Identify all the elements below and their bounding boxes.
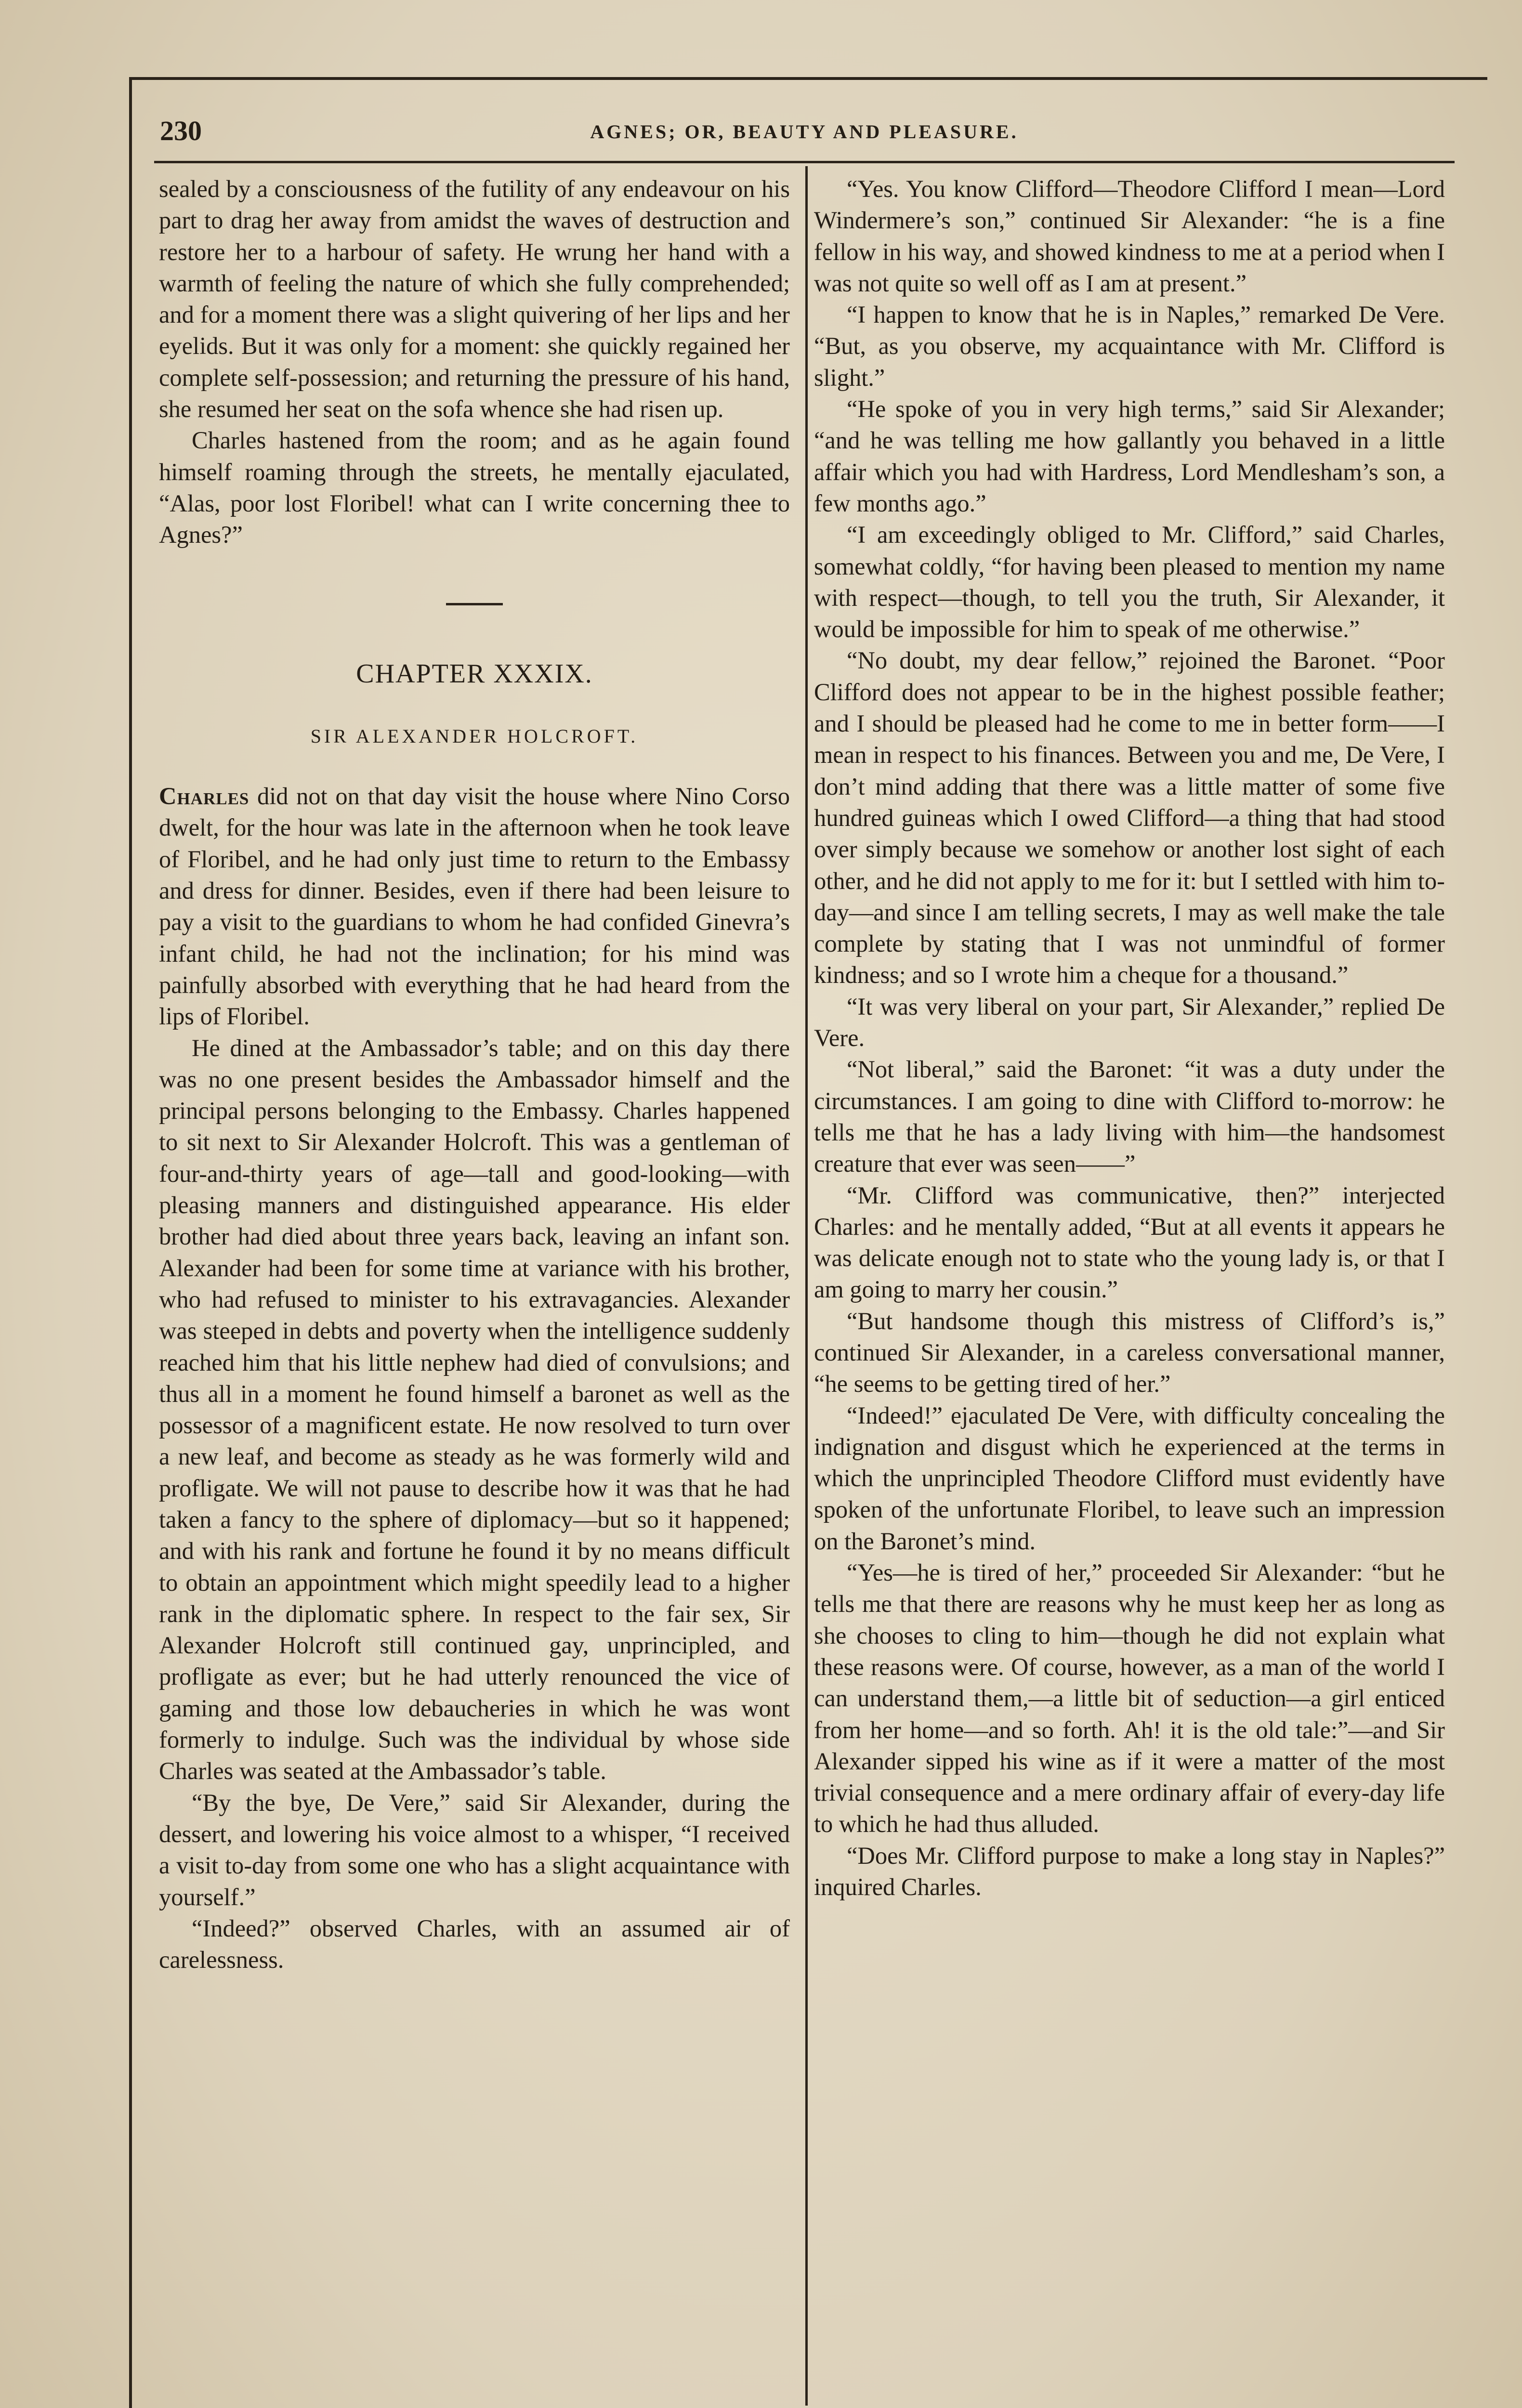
header-rule [154,161,1455,163]
paragraph: “Not liberal,” said the Baronet: “it was a duty under the circumstances. I am going to dine with Clifford to-morrow: he tells me that he has a lady living with him—the handsomest creature that ever was seen——” [814,1056,1445,1178]
paragraph: “By the bye, De Vere,” said Sir Alexander, during the dessert, and lowering his voice almost to a whisper, “I received a visit to-day from some one who has a slight acquaintance with yourself.” [159,1789,790,1911]
paragraph: Charles hastened from the room; and as he again found himself roaming through the streets, he mentally ejaculated, “Alas, poor lost Floribel! what can I write concerning thee to Agnes?” [159,427,790,549]
column-divider [805,166,808,2406]
section-divider [446,603,503,605]
paragraph: “He spoke of you in very high terms,” said Sir Alexander; “and he was telling me how gallantly you behaved in a little affair which you had with Hardress, Lord Mendlesham’s son, a few months ago.” [814,395,1445,517]
paragraph: “But handsome though this mistress of Clifford’s is,” continued Sir Alexander, in a careless conversational manner, “he seems to be getting tired of her.” [814,1307,1445,1398]
chapter-title: CHAPTER XXXIX. [356,658,593,689]
paragraph: “I happen to know that he is in Naples,” remarked De Vere. “But, as you observe, my acquaintance with Mr. Clifford is slight.” [814,301,1445,391]
page-border-top [129,77,1487,80]
paragraph: “I am exceedingly obliged to Mr. Clifford,” said Charles, somewhat coldly, “for having been pleased to mention my name with respect—though, to tell you the truth, Sir Alexander, it would be impossible for him to speak of me otherwise.” [814,521,1445,643]
paragraph: “Mr. Clifford was communicative, then?” interjected Charles: and he mentally added, “But at all events it appears he was delicate enough not to state who the young lady is, or that I am going to marry her cousin.” [814,1181,1445,1303]
left-column [159,173,790,1976]
paragraph: “No doubt, my dear fellow,” rejoined the Baronet. “Poor Clifford does not appear to be in the highest possible feather; and I should be pleased had he come to me in better form——I mean in respect to his finances. Between you and me, De Vere, I don’t mind adding that there was a little matter of some five hundred guineas which I owed Clifford—a thing that had stood over simply because we somehow or another lost sight of each other, and he did not apply to me for it: but I settled with him to-day—and since I am telling secrets, I may as well make the tale complete by stating that I was not unmindful of former kindness; and so I wrote him a cheque for a thousand.” [814,647,1445,989]
paragraph: “Indeed!” ejaculated De Vere, with difficulty concealing the indignation and disgust which he experienced at the terms in which the unprincipled Theodore Clifford must evidently have spoken of the unfortunate Floribel, to leave such an impression on the Baronet’s mind. [814,1401,1445,1555]
paragraph: He dined at the Ambassador’s table; and on this day there was no one present besides the Ambassador himself and the principal persons belonging to the Embassy. Charles happened to sit next to Sir Alexander Holcroft. This was a gentleman of four-and-thirty years of age—tall and good-looking—with pleasing manners and distinguished appearance. His elder brother had died about three years back, leaving an infant son. Alexander had been for some time at variance with his brother, who had refused to minister to his extravagancies. Alexander was steeped in debts and poverty when the intelligence suddenly reached him that his little nephew had died of convulsions; and thus all in a moment he found himself a baronet as well as the possessor of a magnificent estate. He now resolved to turn over a new leaf, and become as steady as he was formerly wild and profligate. We will not pause to describe how it was that he had taken a fancy to the sphere of diplomacy—but so it happened; and with his rank and fortune he found it by no means difficult to obtain an appointment which might speedily lead to a higher rank in the diplomatic sphere. In respect to the fair sex, Sir Alexander Holcroft still continued gay, unprincipled, and profligate as ever; but he had utterly renounced the vice of gaming and those low debaucheries in which he was wont formerly to indulge. Such was the individual by whose side Charles was seated at the Ambassador’s table. [159,1034,790,1785]
paragraph: “It was very liberal on your part, Sir Alexander,” replied De Vere. [814,993,1445,1052]
chapter-subtitle: SIR ALEXANDER HOLCROFT. [310,725,639,747]
page-number: 230 [160,115,202,146]
paragraph: “Yes. You know Clifford—Theodore Clifford I mean—Lord Windermere’s son,” continued Sir Alexander: “he is a fine fellow in his way, and showed kindness to me at a period when I was not quite so well off as I am at present.” [814,175,1445,297]
right-column [814,173,1445,1903]
paragraph-text: did not on that day visit the house where Nino Corso dwelt, for the hour was late in the afternoon when he took leave of Floribel, and he had only just time to return to the Embassy and dress for dinner. Besides, even if there had been leisure to pay a visit to the guardians to whom he had confided Ginevra’s infant child, he had not the inclination; for his mind was painfully absorbed with everything that he had heard from the lips of Floribel. [159,783,790,1030]
lead-word: Charles [159,783,249,810]
paragraph: “Yes—he is tired of her,” proceeded Sir Alexander: “but he tells me that there are reasons why he must keep her as long as she chooses to cling to him—though he did not explain what these reasons were. Of course, however, as a man of the world I can understand them,—a little bit of seduction—a girl enticed from her home—and so forth. Ah! it is the old tale:”—and Sir Alexander sipped his wine as if it were a matter of the most trivial consequence and a mere ordinary affair of every-day life to which he had thus alluded. [814,1559,1445,1838]
page-header [154,115,1455,153]
paragraph: “Indeed?” observed Charles, with an assumed air of carelessness. [159,1914,790,1974]
paragraph [159,781,790,1032]
paragraph: sealed by a consciousness of the futility of any endeavour on his part to drag her away from amidst the waves of destruction and restore her to a harbour of safety. He wrung her hand with a warmth of feeling the nature of which she fully comprehended; and for a moment there was a slight quivering of her lips and her eyelids. But it was only for a moment: she quickly regained her complete self-possession; and returning the pressure of his hand, she resumed her seat on the sofa whence she had risen up. [159,175,790,423]
page-border-left [129,77,132,2408]
running-title: AGNES; OR, BEAUTY AND PLEASURE. [590,121,1019,143]
paragraph: “Does Mr. Clifford purpose to make a long stay in Naples?” inquired Charles. [814,1842,1445,1901]
